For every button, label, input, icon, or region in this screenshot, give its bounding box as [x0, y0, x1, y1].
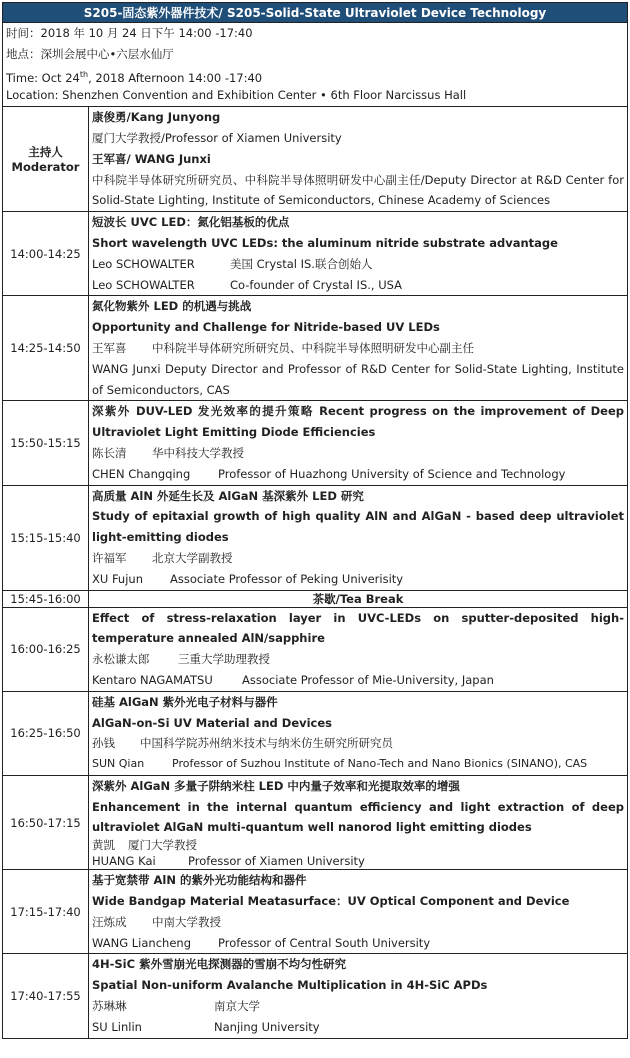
speaker-en: WANG Junxi Deputy Director and Professor of R&D Center for Solid-State Lighting, Institute of Semiconductors, CAS [92, 361, 624, 397]
info-row [3, 23, 628, 107]
tea-break-label: 茶歇/Tea Break [89, 590, 628, 607]
session-row [3, 401, 628, 485]
break-time: 15:45-16:00 [3, 590, 89, 607]
session-time: 16:50-17:15 [3, 775, 89, 869]
session-time: 15:50-15:15 [3, 401, 89, 485]
session-details [89, 870, 628, 954]
talk-title-cn: 氮化物紫外 LED 的机遇与挑战 [92, 299, 252, 314]
talk-title-en: Wide Bandgap Material Meatasurface：UV Optical Component and Device [92, 894, 570, 909]
session-row [3, 775, 628, 869]
info-time-en: Time: Oct 24th, 2018 Afternoon 14:00 -17:40 [6, 69, 263, 85]
session-time: 15:15-15:40 [3, 485, 89, 590]
speaker-en: SU Linlin Nanjing University [92, 1019, 320, 1034]
session-row [3, 296, 628, 401]
speaker-cn: 黄凯 厦门大学教授 [92, 838, 197, 853]
speaker-cn: Leo SCHOWALTER 美国 Crystal IS.联合创始人 [92, 256, 373, 271]
session-details [89, 691, 628, 775]
session-details [89, 607, 628, 691]
session-header: S205-固态紫外器件技术/ S205-Solid-State Ultraviolet Device Technology [3, 3, 628, 23]
session-time: 16:25-16:50 [3, 691, 89, 775]
session-details [89, 954, 628, 1038]
session-row [3, 607, 628, 691]
talk-title-en: Enhancement in the internal quantum efficiency and light extraction of deep ultraviolet AlGaN multi-quantum well nanorod light emitting diodes [92, 799, 624, 835]
speaker-cn: 孙钱 中国科学院苏州纳米技术与纳米仿生研究所研究员 [92, 736, 393, 751]
speaker-en: Kentaro NAGAMATSU Associate Professor of Mie-University, Japan [92, 672, 494, 687]
talk-title-cn: 基于宽禁带 AlN 的紫外光功能结构和器件 [92, 873, 307, 888]
talk-title-en: Spatial Non-uniform Avalanche Multiplication in 4H-SiC APDs [92, 978, 488, 993]
speaker-cn: 许福军 北京大学副教授 [92, 550, 233, 565]
header-row [3, 3, 628, 23]
speaker-en: XU Fujun Associate Professor of Peking Univerisity [92, 571, 404, 586]
session-time: 17:15-17:40 [3, 870, 89, 954]
session-row [3, 691, 628, 775]
speaker-en: SUN Qian Professor of Suzhou Institute of Nano-Tech and Nano Bionics (SINANO), CAS [92, 757, 588, 771]
speaker-cn: 王军喜 中科院半导体研究所研究员、中科院半导体照明研发中心副主任 [92, 340, 474, 355]
talk-title-en: Opportunity and Challenge for Nitride-based UV LEDs [92, 320, 440, 335]
session-details [89, 401, 628, 485]
session-time: 14:00-14:25 [3, 212, 89, 296]
info-time-cn: 时间：2018 年 10 月 24 日下午 14:00 -17:40 [6, 26, 253, 40]
schedule-page [2, 2, 628, 1039]
talk-title-cn: 高质量 AlN 外延生长及 AlGaN 基深紫外 LED 研究 [92, 488, 364, 503]
speaker-en: WANG Liancheng Professor of Central South University [92, 935, 431, 950]
moderator-label: 主持人 Moderator [3, 107, 89, 212]
speaker-en: Leo SCHOWALTER Co-founder of Crystal IS., USA [92, 277, 403, 292]
session-row [3, 870, 628, 954]
session-details [89, 212, 628, 296]
talk-title-cn: 硅基 AlGaN 紫外光电子材料与器件 [92, 694, 278, 709]
moderator-row [3, 107, 628, 212]
speaker-cn: 永松谦太郎 三重大学助理教授 [92, 652, 270, 667]
talk-title: 深紫外 DUV-LED 发光效率的提升策略 Recent progress on the improvement of Deep Ultraviolet Light Emitting Diode Efficiencies [92, 404, 624, 440]
schedule-table [2, 2, 628, 1039]
talk-title-en: Study of epitaxial growth of high quality AlN and AlGaN - based deep ultraviolet light-emitting diodes [92, 509, 624, 545]
session-time: 14:25-14:50 [3, 296, 89, 401]
session-details [89, 296, 628, 401]
break-row [3, 590, 628, 607]
session-row [3, 485, 628, 590]
talk-title-cn: 深紫外 AlGaN 多量子阱纳米柱 LED 中内量子效率和光提取效率的增强 [92, 778, 460, 793]
talk-title-cn: 短波长 UVC LED：氮化铝基板的优点 [92, 215, 290, 230]
speaker-cn: 苏琳琳 南京大学 [92, 999, 260, 1014]
info-location-en: Location: Shenzhen Convention and Exhibition Center • 6th Floor Narcissus Hall [6, 88, 467, 103]
session-details [89, 485, 628, 590]
session-time: 17:40-17:55 [3, 954, 89, 1038]
session-time: 16:00-16:25 [3, 607, 89, 691]
session-row [3, 954, 628, 1038]
session-details [89, 775, 628, 869]
talk-title-en: AlGaN-on-Si UV Material and Devices [92, 715, 333, 730]
speaker-cn: 汪炼成 中南大学教授 [92, 914, 221, 929]
speaker-en: HUANG Kai Professor of Xiamen University [92, 854, 365, 869]
session-row [3, 212, 628, 296]
speaker-en: CHEN Changqing Professor of Huazhong University of Science and Technology [92, 466, 566, 481]
speaker-cn: 陈长清 华中科技大学教授 [92, 445, 244, 460]
moderator-details [89, 107, 628, 212]
moderator-affiliation-1: 厦门大学教授/Professor of Xiamen University [92, 130, 342, 145]
talk-title-cn: 4H-SiC 紫外雪崩光电探测器的雪崩不均匀性研究 [92, 957, 347, 972]
moderator-name-2: 王军喜/ WANG Junxi [92, 151, 211, 166]
talk-title-en: Short wavelength UVC LEDs: the aluminum nitride substrate advantage [92, 235, 558, 250]
talk-title: Effect of stress-relaxation layer in UVC-LEDs on sputter-deposited high-temperature annealed AlN/sapphire [92, 610, 624, 646]
session-info [3, 23, 628, 107]
info-location-cn: 地点：深圳会展中心•六层水仙厅 [6, 46, 174, 61]
moderator-name-1: 康俊勇/Kang Junyong [92, 110, 221, 125]
moderator-affiliation-2: 中科院半导体研究所研究员、中科院半导体照明研发中心副主任/Deputy Director at R&D Center for Solid-State Lighting, Institute of Semiconductors, Chinese Academy of Sciences [92, 172, 624, 208]
